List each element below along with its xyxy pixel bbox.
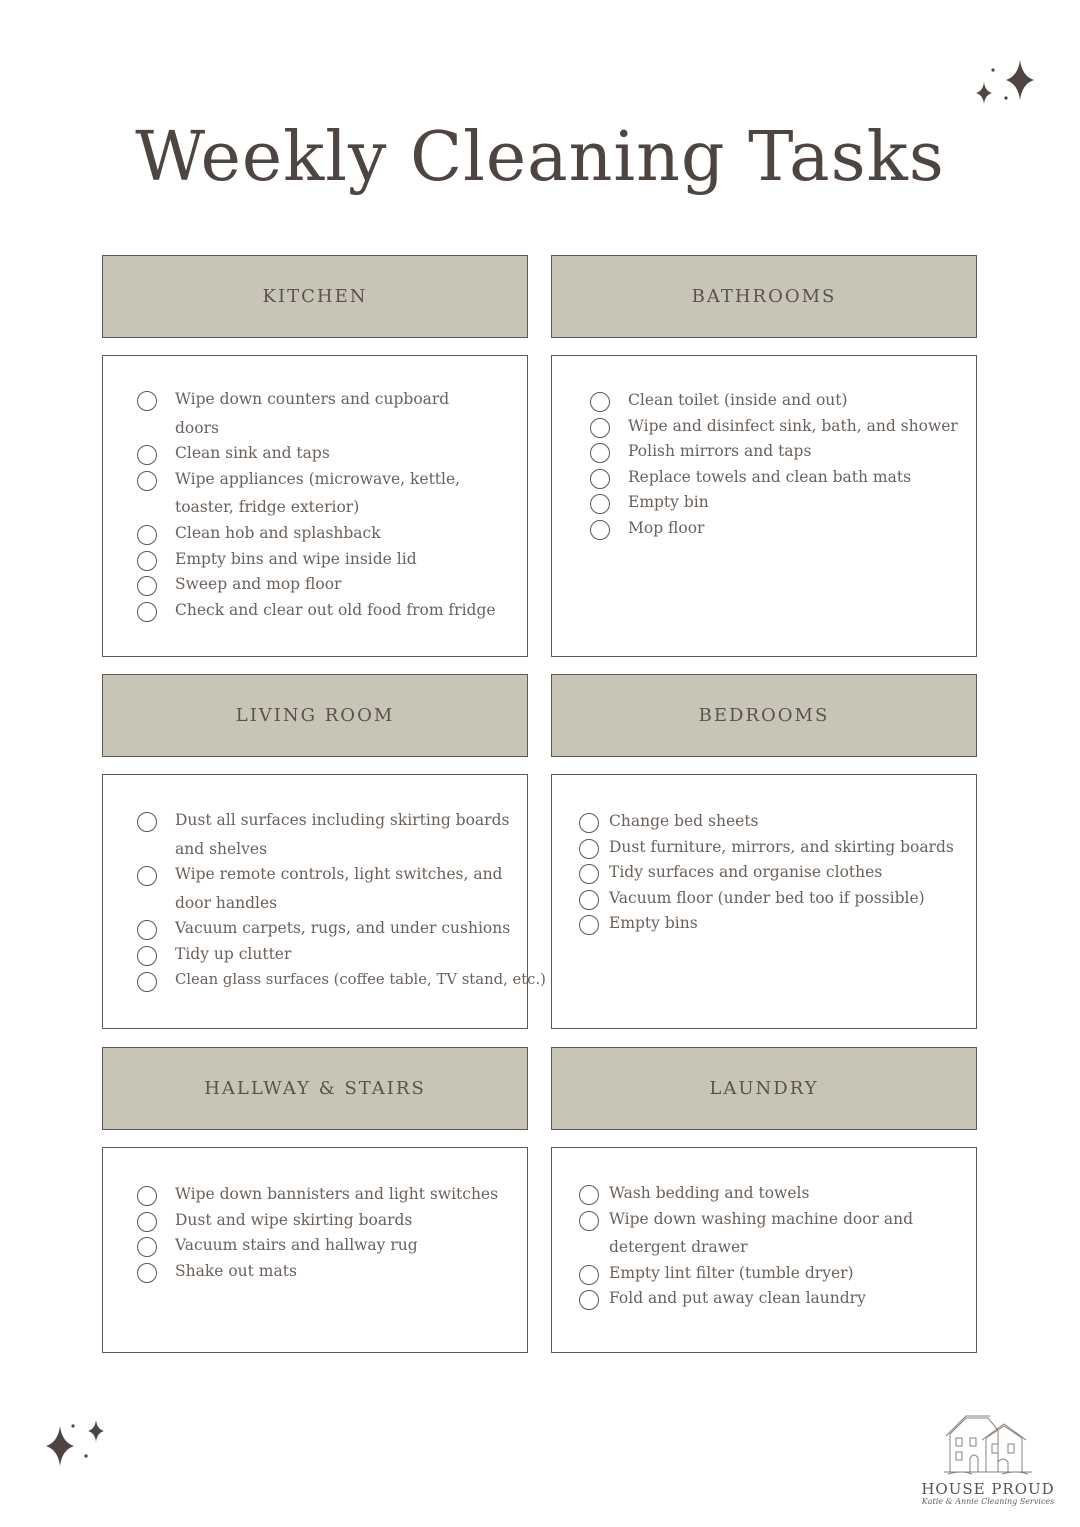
task-label: Vacuum floor (under bed too if possible) [609,888,925,907]
task-label: Replace towels and clean bath mats [628,467,912,486]
house-illustration-icon [942,1412,1034,1476]
list-item[interactable] [137,388,497,442]
task-label: Empty bin [628,493,709,512]
task-label: Tidy up clutter [175,944,292,963]
checkbox[interactable] [137,391,157,411]
task-label: Dust all surfaces including skirting boards and shelves [175,811,510,858]
task-label: Polish mirrors and taps [628,442,812,461]
task-list-box [102,774,546,1029]
checkbox[interactable] [579,915,599,935]
section-header: LAUNDRY [551,1047,977,1130]
checkbox[interactable] [137,1263,157,1283]
task-label: Wipe remote controls, light switches, and door handles [175,865,503,912]
task-label: Vacuum stairs and hallway rug [175,1236,418,1255]
task-label: Clean toilet (inside and out) [628,391,848,409]
task-list-box [551,774,977,1029]
sparkle-icon [40,1416,112,1472]
checkbox[interactable] [579,1290,599,1310]
section-header: HALLWAY & STAIRS [102,1047,528,1130]
page-title: Weekly Cleaning Tasks [135,118,945,197]
checkbox[interactable] [137,866,157,886]
checkbox[interactable] [579,1211,599,1231]
list-item[interactable] [590,517,960,543]
task-label: Wipe down bannisters and light switches [175,1185,499,1203]
task-label: Wash bedding and towels [609,1184,810,1202]
checkbox[interactable] [137,812,157,832]
checkbox[interactable] [579,864,599,884]
task-label: Change bed sheets [609,812,759,830]
list-item[interactable] [137,969,546,995]
section-header: BATHROOMS [551,255,977,338]
checkbox[interactable] [590,443,610,463]
checkbox[interactable] [137,602,157,622]
checkbox[interactable] [579,813,599,833]
list-item[interactable] [137,599,497,625]
section-header: KITCHEN [102,255,528,338]
checkbox[interactable] [590,520,610,540]
section-header: BEDROOMS [551,674,977,757]
task-label: Wipe down washing machine door and detergent drawer [609,1209,914,1257]
task-label: Dust furniture, mirrors, and skirting boards [609,837,954,856]
task-label: Shake out mats [175,1261,297,1280]
task-list-box [551,1147,977,1353]
sparkle-icon [968,58,1040,110]
task-label: Tidy surfaces and organise clothes [609,863,883,882]
checkbox[interactable] [137,1186,157,1206]
task-label: Sweep and mop floor [175,575,342,594]
checkbox[interactable] [579,890,599,910]
checkbox[interactable] [137,471,157,491]
checkbox[interactable] [137,946,157,966]
brand-logo [910,1410,1066,1510]
task-label: Vacuum carpets, rugs, and under cushions [175,919,511,938]
checkbox[interactable] [579,1185,599,1205]
task-list-box [102,355,528,657]
checkbox[interactable] [137,525,157,545]
task-label: Wipe and disinfect sink, bath, and shower [628,416,958,435]
task-label: Mop floor [628,518,705,537]
list-item[interactable] [579,912,959,938]
checkbox[interactable] [137,972,157,992]
checkbox[interactable] [579,839,599,859]
task-label: Empty bins and wipe inside lid [175,549,417,568]
checkbox[interactable] [590,418,610,438]
checkbox[interactable] [137,551,157,571]
list-item[interactable] [137,468,497,522]
task-list-box [102,1147,528,1353]
section-header: LIVING ROOM [102,674,528,757]
checkbox[interactable] [590,494,610,514]
task-label: Clean sink and taps [175,444,330,463]
brand-name: HOUSE PROUD [921,1480,1055,1498]
checkbox[interactable] [579,1265,599,1285]
checkbox[interactable] [137,1212,157,1232]
brand-tagline: Katie & Annie Cleaning Services [921,1497,1055,1506]
list-item[interactable] [579,1208,964,1262]
checkbox[interactable] [137,445,157,465]
list-item[interactable] [579,1287,964,1313]
task-label: Clean glass surfaces (coffee table, TV stand, etc.) [175,970,546,988]
task-label: Empty lint filter (tumble dryer) [609,1263,854,1282]
checkbox[interactable] [590,469,610,489]
list-item[interactable] [137,809,517,863]
task-label: Fold and put away clean laundry [609,1289,866,1308]
checkbox[interactable] [137,576,157,596]
task-label: Wipe down counters and cupboard doors [175,390,450,437]
list-item[interactable] [137,863,517,917]
checkbox[interactable] [590,392,610,412]
task-label: Wipe appliances (microwave, kettle, toaster, fridge exterior) [175,469,461,517]
checkbox[interactable] [137,1237,157,1257]
task-list-box [551,355,977,657]
task-label: Dust and wipe skirting boards [175,1210,413,1229]
list-item[interactable] [137,1260,507,1286]
task-label: Clean hob and splashback [175,523,381,542]
task-label: Empty bins [609,914,698,933]
task-label: Check and clear out old food from fridge [175,600,496,619]
checkbox[interactable] [137,920,157,940]
